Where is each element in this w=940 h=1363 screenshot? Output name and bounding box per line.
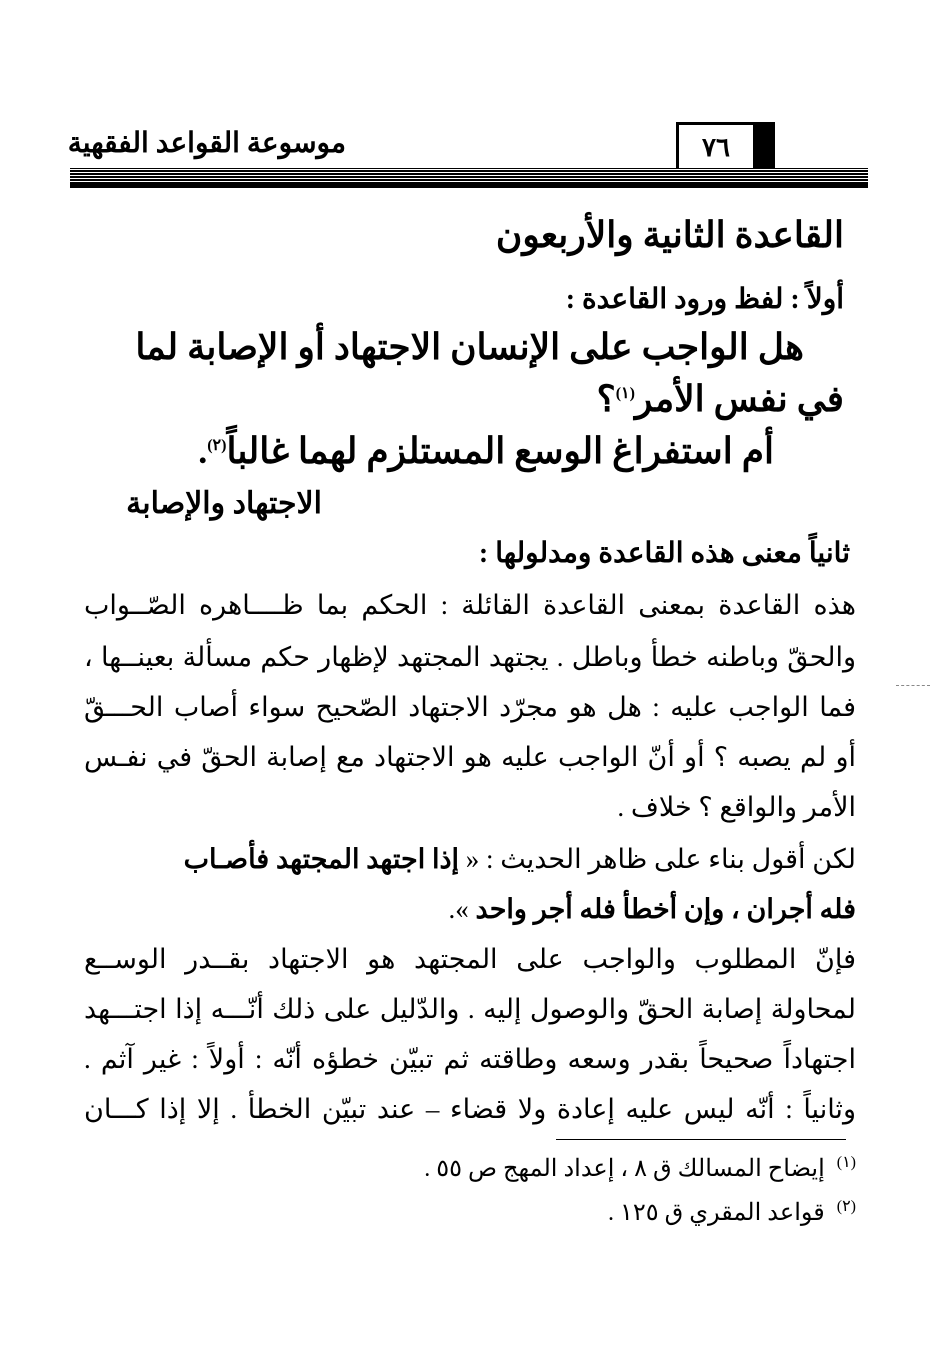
footnote-2-ref: (٢) [836,1198,856,1215]
footnote-rule [556,1139,846,1140]
margin-mark [896,685,930,687]
page-number-box [676,122,756,168]
question-line-1: هل الواجب على الإنسان الاجتهاد أو الإصابة لما [135,327,804,367]
page-number-shadow [753,122,775,174]
paragraph1-line: الأمر والواقع ؟ خلاف . [617,792,856,822]
paragraph3-line: فإنّ المطلوب والواجب على المجتهد هو الاجتهاد بقــدر الوســع [84,944,856,974]
paragraph3-line: وثانياً : أنّه ليس عليه إعادة ولا قضاء – عند تبيّن الخطأ . إلا إذا كـــان [84,1094,856,1124]
question-line-3 [198,430,774,472]
paragraph2-line-2 [449,894,856,925]
question-line-3-end: . [198,431,208,471]
book-title: موسوعة القواعد الفقهية [67,128,346,159]
question-line-3-text: أم استفراغ الوسع المستلزم لهما غالباً [226,431,774,471]
rule-heading: القاعدة الثانية والأربعون [495,215,844,255]
question-line-2-text: في نفس الأمر [634,379,844,419]
hadith-text-2: فله أجران ، وإن أخطأ فله أجر واحد [475,894,856,924]
header-rule-bottom [70,184,868,188]
question-line-2 [597,378,844,420]
footnote-1-text: إيضاح المسالك ق ٨ ، إعداد المهج ص ٥٥ . [424,1156,825,1182]
page-number: ٧٦ [702,133,730,162]
paragraph1-line: فما الواجب عليه : هل هو مجرّد الاجتهاد الصّحيح سواء أصاب الحـــقّ [84,692,856,722]
footnote-ref-1: (١) [615,385,635,402]
paragraph2-plain: لكن أقول بناء على ظاهر الحديث : « [458,844,856,874]
section2-heading: ثانياً معنى هذه القاعدة ومدلولها : [478,538,850,569]
hadith-text-1: إذا اجتهد المجتهد فأصـاب [183,844,459,874]
paragraph2-line-1 [184,844,856,875]
paragraph1-line: هذه القاعدة بمعنى القاعدة القائلة : الحكم بما ظــــاهره الصّــواب [84,590,856,620]
footnote-1-ref: (١) [836,1154,856,1171]
footnote-ref-2: (٢) [207,437,227,454]
paragraph3-line: لمحاولة إصابة الحقّ والوصول إليه . والدّليل على ذلك أنّـــه إذا اجتـــهد [84,994,856,1024]
paragraph1-line: أو لم يصبه ؟ أو أنّ الواجب عليه هو الاجتهاد مع إصابة الحقّ في نفـس [84,742,856,772]
footnote-2 [608,1196,856,1227]
footnote-1 [424,1152,856,1183]
subtitle: الاجتهاد والإصابة [126,487,322,520]
paragraph3-line: اجتهاداً صحيحاً بقدر وسعه وطاقته ثم تبيّن خطؤه أنّه : أولاً : غير آثم . [84,1044,856,1074]
question-line-2-end: ؟ [596,379,616,419]
paragraph1-line: والحقّ وباطنه خطأ وباطل . يجتهد المجتهد لإظهار حكم مسألة بعينــها ، [84,642,856,672]
paragraph2-end: ». [448,894,476,924]
footnote-2-text: قواعد المقري ق ١٢٥ . [607,1200,825,1226]
section1-heading: أولاً : لفظ ورود القاعدة : [565,284,844,315]
header-rule [70,168,868,184]
